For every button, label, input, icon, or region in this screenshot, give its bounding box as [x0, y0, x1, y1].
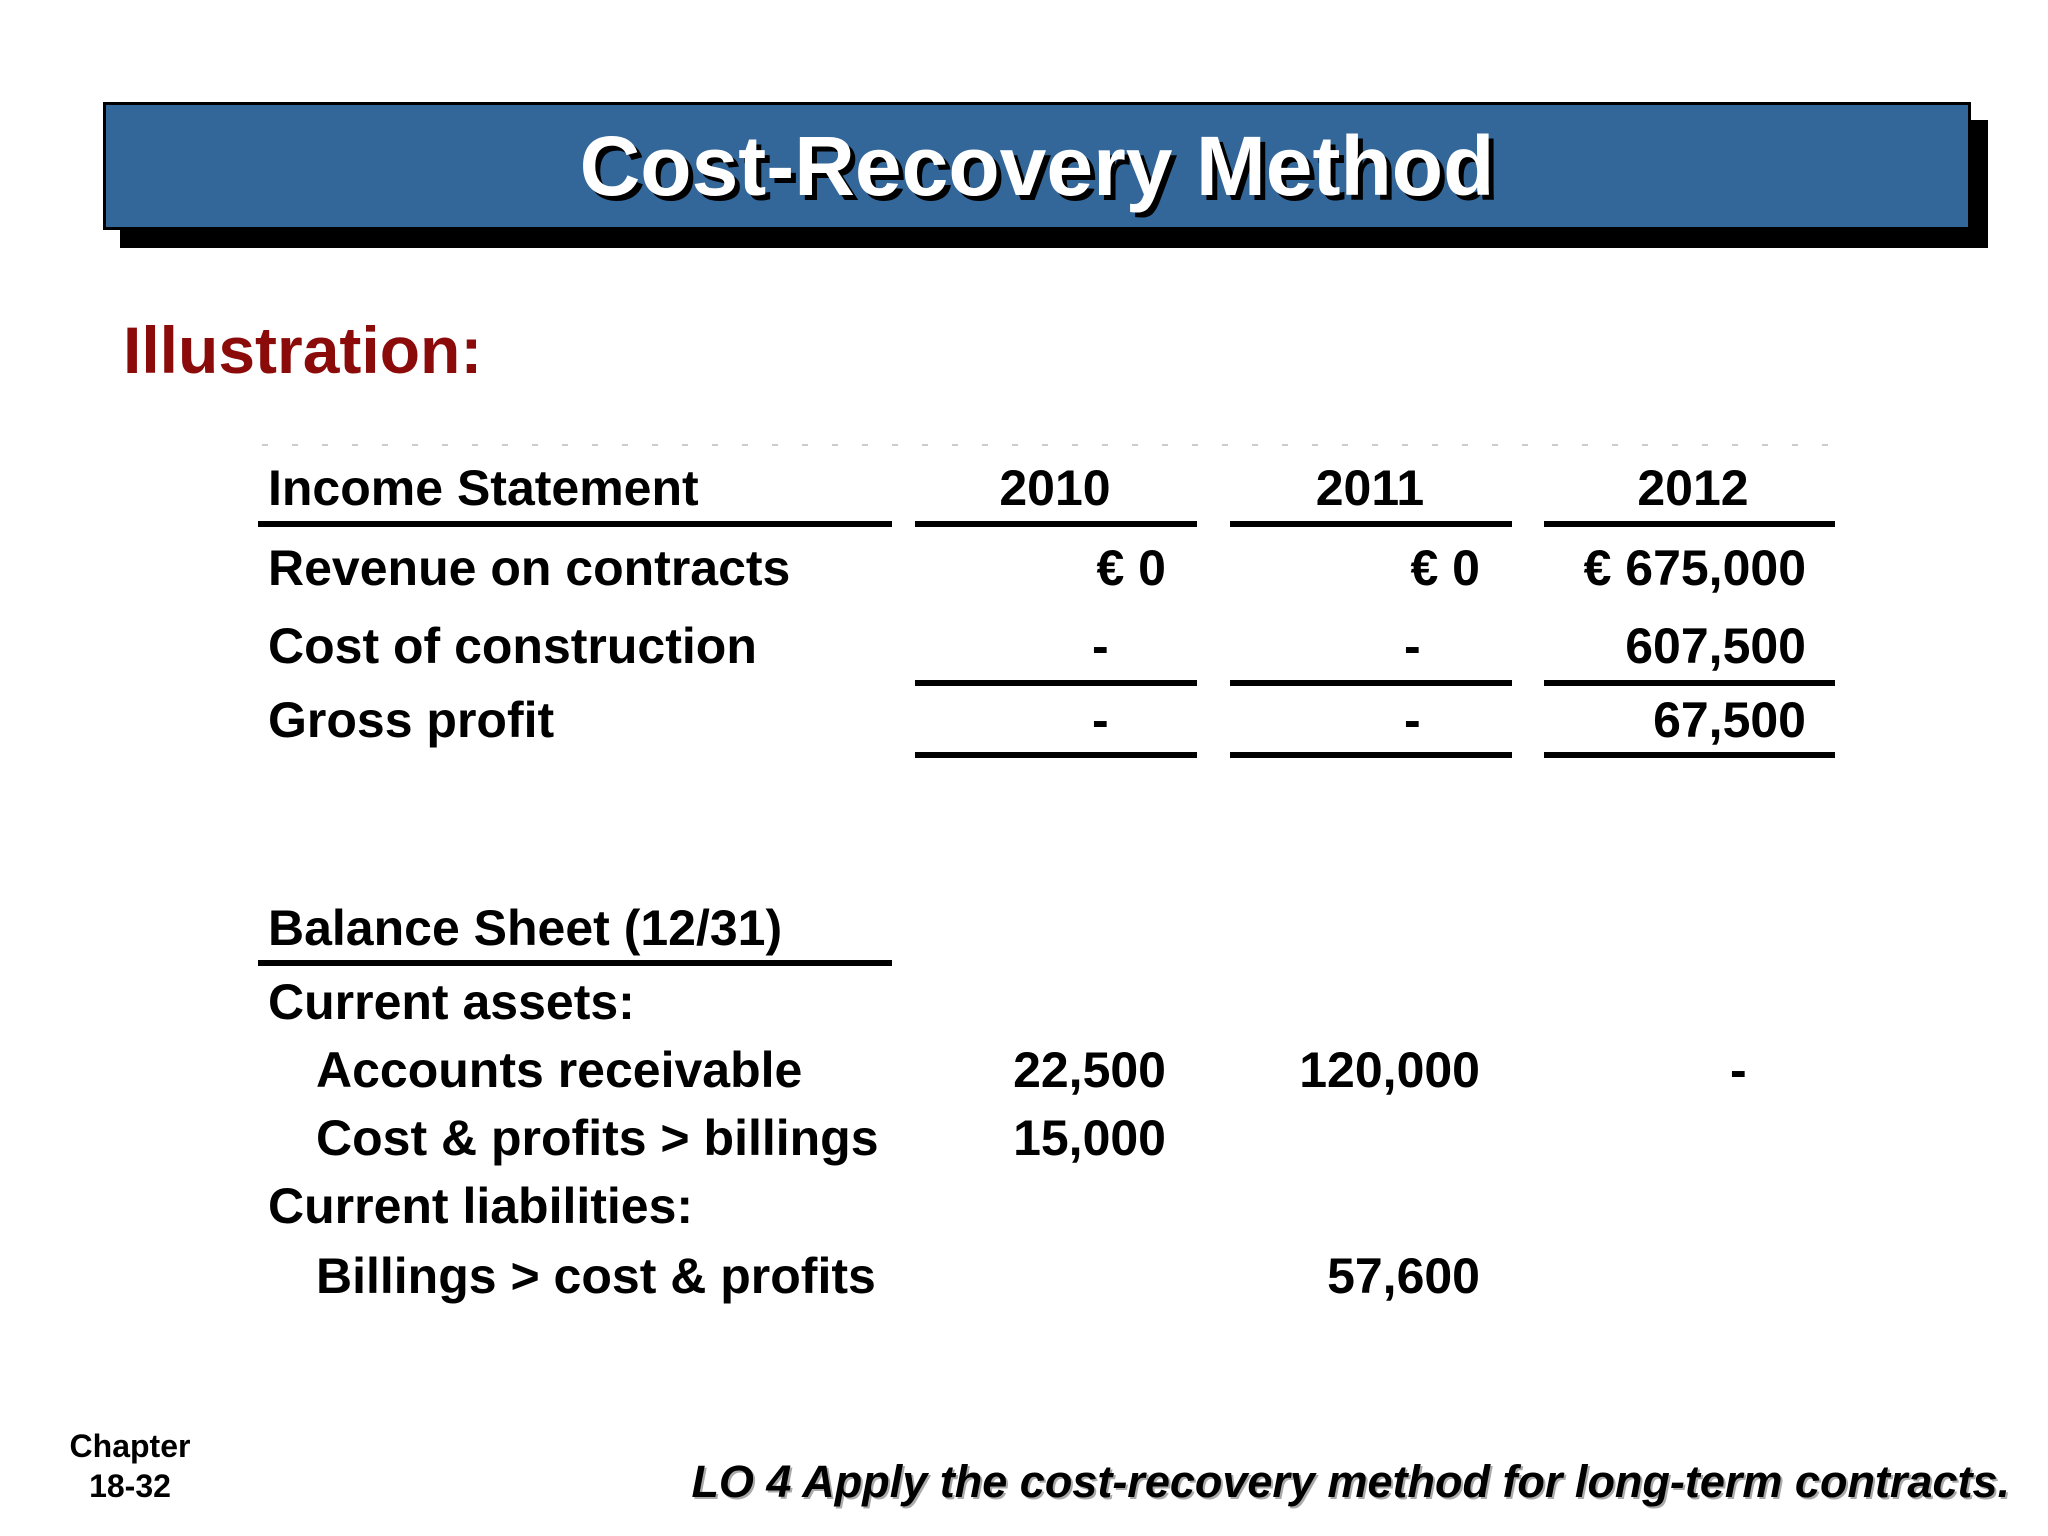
chapter-label: Chapter: [69, 1428, 191, 1464]
subtotal-rule-2010: [915, 680, 1197, 686]
total-rule-2010: [915, 752, 1197, 758]
row-label-gross-profit: Gross profit: [268, 692, 555, 748]
cost-2012: 607,500: [1625, 618, 1806, 674]
row-label-cost-profits-over-billings: Cost & profits > billings: [316, 1110, 879, 1166]
income-statement-header: Income Statement: [268, 460, 699, 516]
row-label-cost-of-construction: Cost of construction: [268, 618, 757, 674]
accounts-receivable-2012: -: [1730, 1042, 1747, 1098]
header-rule-2011: [1230, 521, 1512, 527]
balance-sheet-header-rule: [258, 960, 892, 966]
revenue-2011: € 0: [1410, 540, 1480, 596]
billings-over-cost-profits-2011: 57,600: [1327, 1248, 1480, 1304]
slide-title: Cost-Recovery Method: [579, 118, 1495, 213]
current-assets-label: Current assets:: [268, 974, 635, 1030]
total-rule-2012: [1544, 752, 1835, 758]
cost-2011: -: [1404, 618, 1421, 674]
chapter-indicator: [40, 1426, 220, 1506]
year-header-2010: 2010: [999, 460, 1111, 516]
table-top-guide: [262, 444, 1842, 446]
gross-profit-2012: 67,500: [1653, 692, 1806, 748]
row-label-accounts-receivable: Accounts receivable: [316, 1042, 803, 1098]
gross-profit-2011: -: [1404, 692, 1421, 748]
row-label-billings-over-cost-profits: Billings > cost & profits: [316, 1248, 876, 1304]
balance-sheet-header: Balance Sheet (12/31): [268, 900, 783, 956]
chapter-number: 18-32: [89, 1468, 171, 1504]
subtotal-rule-2011: [1230, 680, 1512, 686]
title-bar: [103, 102, 1971, 230]
header-rule-2010: [915, 521, 1197, 527]
current-liabilities-label: Current liabilities:: [268, 1178, 694, 1234]
accounts-receivable-2010: 22,500: [1013, 1042, 1166, 1098]
header-rule-2012: [1544, 521, 1835, 527]
header-rule-label: [258, 521, 892, 527]
subtotal-rule-2012: [1544, 680, 1835, 686]
revenue-2010: € 0: [1096, 540, 1166, 596]
gross-profit-2010: -: [1092, 692, 1109, 748]
revenue-2012: € 675,000: [1583, 540, 1806, 596]
row-label-revenue: Revenue on contracts: [268, 540, 791, 596]
slide-subtitle: Illustration:: [123, 313, 483, 387]
cost-profits-over-billings-2010: 15,000: [1013, 1110, 1166, 1166]
learning-objective: LO 4 Apply the cost-recovery method for long-term contracts.: [691, 1456, 2010, 1507]
cost-2010: -: [1092, 618, 1109, 674]
year-header-2012: 2012: [1637, 460, 1749, 516]
year-header-2011: 2011: [1315, 460, 1425, 516]
accounts-receivable-2011: 120,000: [1299, 1042, 1480, 1098]
total-rule-2011: [1230, 752, 1512, 758]
